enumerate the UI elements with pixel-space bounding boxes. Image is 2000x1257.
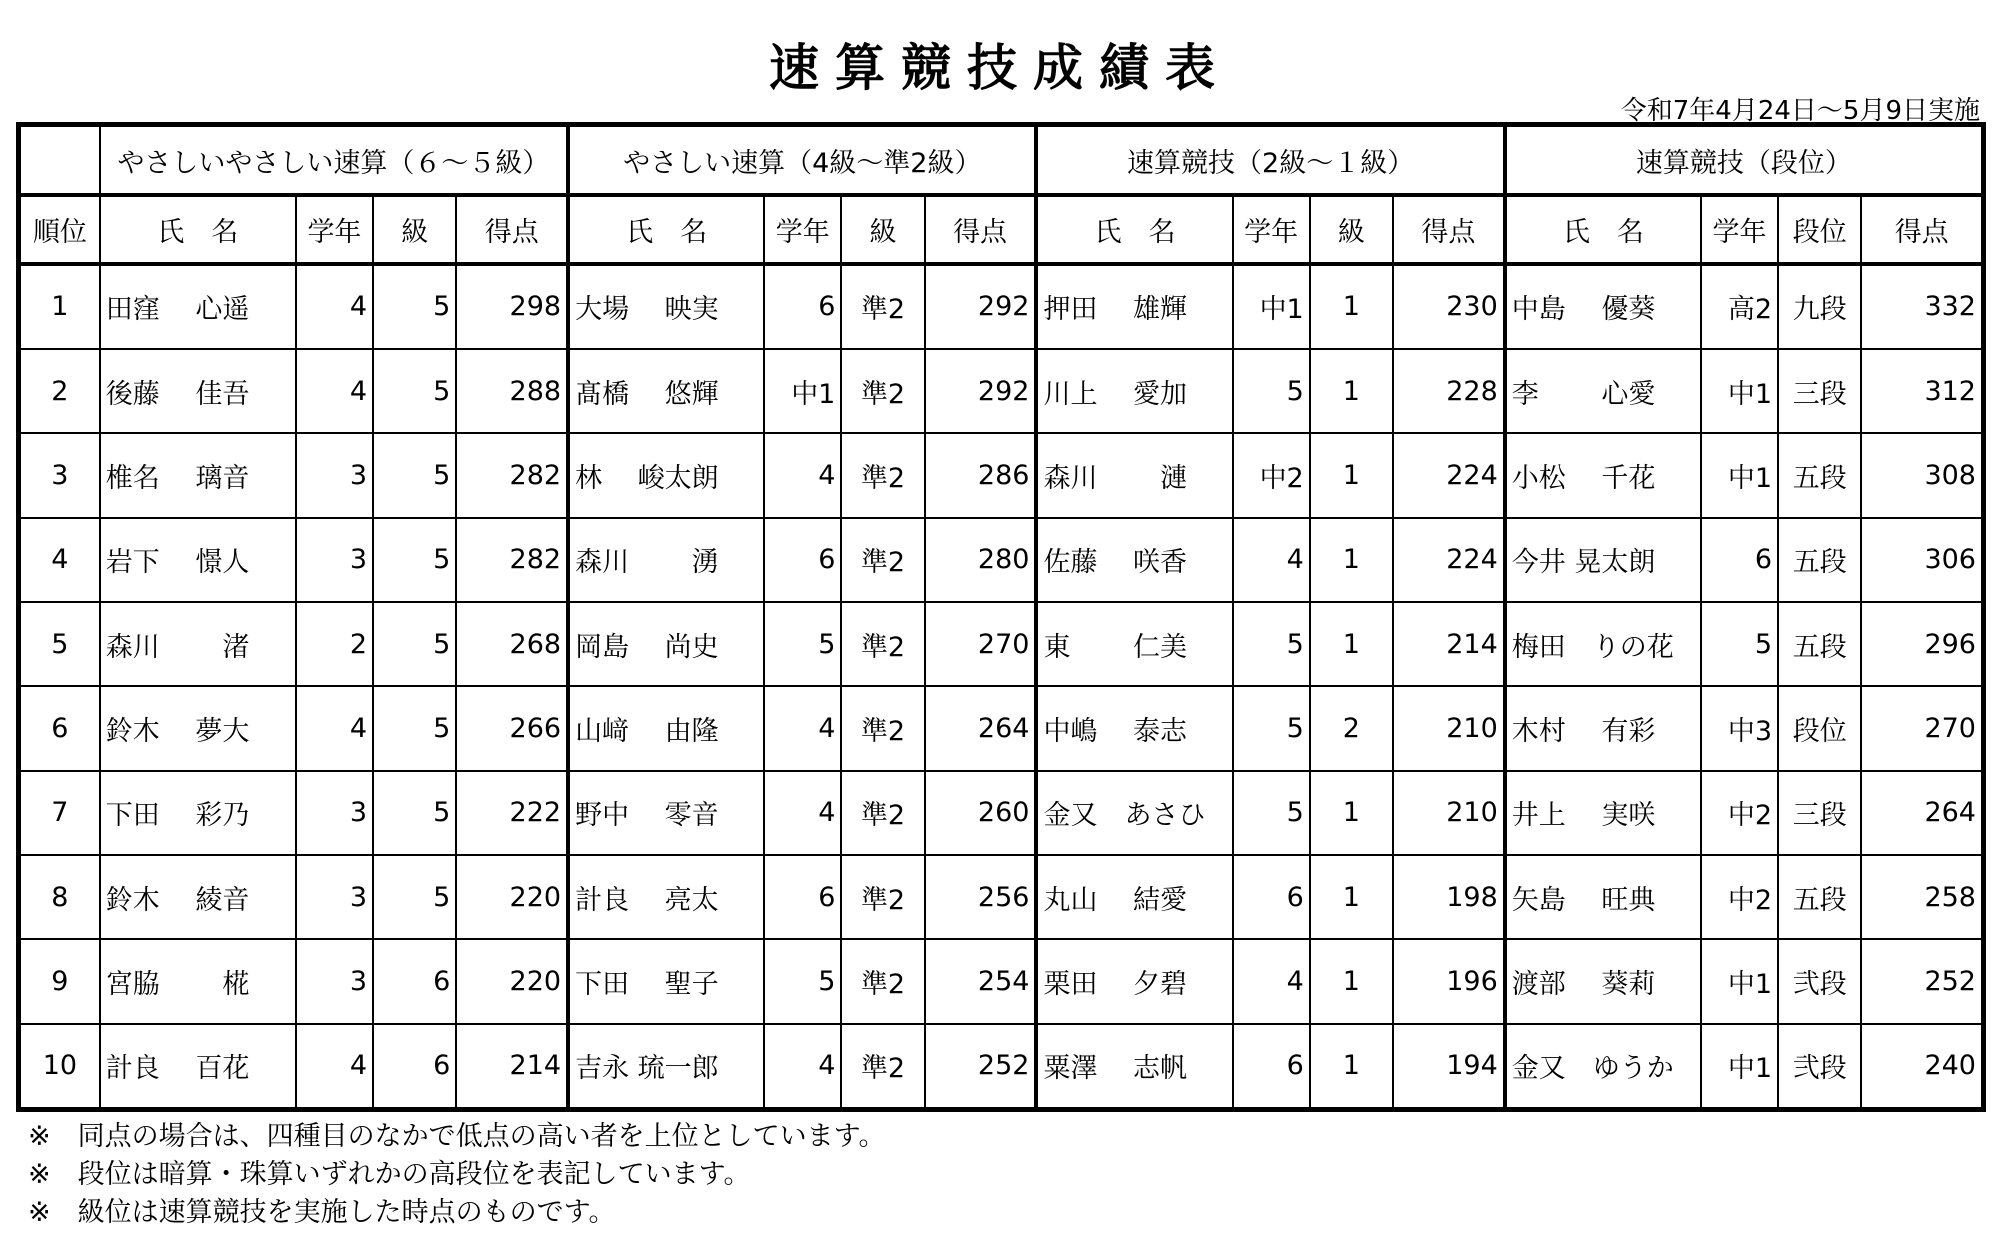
grade-cell: 5 [1233,771,1310,855]
score-cell: 306 [1861,518,1983,602]
score-cell: 264 [925,686,1037,770]
grade-cell: 高2 [1701,264,1778,349]
col-header-score: 得点 [1393,195,1505,263]
rank-cell: 1 [19,264,100,349]
grade-cell: 2 [296,602,373,686]
grade-cell: 4 [764,686,841,770]
rank-cell: 9 [19,939,100,1023]
level-cell: 準2 [841,1024,924,1110]
results-table [16,122,1986,1112]
level-cell: 準2 [841,771,924,855]
footnote: ※ 同点の場合は、四種目のなかで低点の高い者を上位としています。 [28,1121,886,1152]
grade-cell: 3 [296,771,373,855]
grade-cell: 6 [764,264,841,349]
level-cell: 1 [1310,518,1393,602]
name-cell: 田窪 心遥 [100,264,296,349]
level-cell: 準2 [841,686,924,770]
grade-cell: 中1 [1701,349,1778,433]
level-cell: 5 [373,433,456,517]
score-cell: 264 [1861,771,1983,855]
level-cell: 五段 [1778,433,1861,517]
level-cell: 1 [1310,433,1393,517]
rank-cell: 8 [19,855,100,939]
name-cell: 大場 映実 [568,264,764,349]
level-cell: 5 [373,855,456,939]
level-cell: 5 [373,349,456,433]
grade-cell: 5 [1701,602,1778,686]
col-header-grade: 学年 [764,195,841,263]
grade-cell: 中1 [764,349,841,433]
col-header-name: 氏 名 [568,195,764,263]
score-cell: 210 [1393,771,1505,855]
table-row [19,855,1984,939]
score-cell: 252 [925,1024,1037,1110]
level-cell: 1 [1310,855,1393,939]
grade-cell: 中3 [1701,686,1778,770]
col-header-dan: 段位 [1778,195,1861,263]
score-cell: 298 [456,264,568,349]
name-cell: 金又 あさひ [1036,771,1232,855]
rank-cell: 10 [19,1024,100,1110]
score-cell: 282 [456,518,568,602]
grade-cell: 6 [764,855,841,939]
grade-cell: 6 [1233,1024,1310,1110]
score-cell: 286 [925,433,1037,517]
score-cell: 230 [1393,264,1505,349]
col-header-score: 得点 [1861,195,1983,263]
level-cell: 段位 [1778,686,1861,770]
grade-cell: 4 [764,771,841,855]
table-row [19,602,1984,686]
rank-cell: 4 [19,518,100,602]
table-row [19,686,1984,770]
score-cell: 194 [1393,1024,1505,1110]
name-cell: 下田 聖子 [568,939,764,1023]
col-header-name: 氏 名 [100,195,296,263]
level-cell: 準2 [841,855,924,939]
name-cell: 計良 亮太 [568,855,764,939]
level-cell: 準2 [841,939,924,1023]
level-cell: 弐段 [1778,1024,1861,1110]
col-header-name: 氏 名 [1505,195,1701,263]
name-cell: 矢島 旺典 [1505,855,1701,939]
grade-cell: 4 [296,1024,373,1110]
rank-cell: 3 [19,433,100,517]
grade-cell: 5 [1233,602,1310,686]
grade-cell: 4 [296,264,373,349]
score-cell: 198 [1393,855,1505,939]
table-row [19,433,1984,517]
table-row [19,518,1984,602]
level-cell: 三段 [1778,349,1861,433]
grade-cell: 中1 [1701,433,1778,517]
col-header-score: 得点 [456,195,568,263]
level-cell: 1 [1310,349,1393,433]
name-cell: 椎名 璃音 [100,433,296,517]
score-cell: 312 [1861,349,1983,433]
level-cell: 準2 [841,518,924,602]
score-cell: 196 [1393,939,1505,1023]
col-header-grade: 学年 [1233,195,1310,263]
name-cell: 髙橋 悠輝 [568,349,764,433]
name-cell: 梅田 りの花 [1505,602,1701,686]
name-cell: 今井 晃太朗 [1505,518,1701,602]
name-cell: 宮脇 椛 [100,939,296,1023]
name-cell: 中嶋 泰志 [1036,686,1232,770]
group-title: 速算競技（段位） [1505,125,1984,196]
score-cell: 222 [456,771,568,855]
score-cell: 228 [1393,349,1505,433]
col-header-name: 氏 名 [1036,195,1232,263]
col-header-grade: 学年 [296,195,373,263]
grade-cell: 中1 [1701,1024,1778,1110]
level-cell: 1 [1310,602,1393,686]
group-title: やさしいやさしい速算（６～５級） [100,125,568,196]
grade-cell: 5 [764,939,841,1023]
grade-cell: 6 [764,518,841,602]
name-cell: 岡島 尚史 [568,602,764,686]
name-cell: 小松 千花 [1505,433,1701,517]
score-cell: 224 [1393,518,1505,602]
rank-cell: 7 [19,771,100,855]
name-cell: 下田 彩乃 [100,771,296,855]
level-cell: 五段 [1778,518,1861,602]
grade-cell: 4 [764,433,841,517]
grade-cell: 4 [1233,939,1310,1023]
column-header-row [19,195,1984,263]
col-header-grade: 学年 [1701,195,1778,263]
level-cell: 5 [373,518,456,602]
score-cell: 280 [925,518,1037,602]
rank-cell: 5 [19,602,100,686]
score-cell: 214 [1393,602,1505,686]
rank-cell: 2 [19,349,100,433]
name-cell: 林 峻太朗 [568,433,764,517]
level-cell: 1 [1310,939,1393,1023]
level-cell: 1 [1310,264,1393,349]
level-cell: 準2 [841,264,924,349]
name-cell: 押田 雄輝 [1036,264,1232,349]
grade-cell: 3 [296,518,373,602]
col-header-level: 級 [1310,195,1393,263]
name-cell: 金又 ゆうか [1505,1024,1701,1110]
level-cell: 1 [1310,1024,1393,1110]
score-cell: 270 [1861,686,1983,770]
grade-cell: 中2 [1701,771,1778,855]
score-cell: 252 [1861,939,1983,1023]
grade-cell: 3 [296,939,373,1023]
score-cell: 254 [925,939,1037,1023]
level-cell: 6 [373,939,456,1023]
page-title: 速算競技成績表 [769,39,1231,97]
grade-cell: 中1 [1701,939,1778,1023]
score-cell: 270 [925,602,1037,686]
score-cell: 258 [1861,855,1983,939]
grade-cell: 中2 [1701,855,1778,939]
grade-cell: 中1 [1233,264,1310,349]
name-cell: 渡部 葵莉 [1505,939,1701,1023]
score-cell: 288 [456,349,568,433]
name-cell: 後藤 佳吾 [100,349,296,433]
level-cell: 5 [373,686,456,770]
level-cell: 1 [1310,771,1393,855]
name-cell: 野中 零音 [568,771,764,855]
group-title: 速算競技（2級～１級） [1036,125,1504,196]
col-header-level: 級 [841,195,924,263]
table-row [19,264,1984,349]
grade-cell: 6 [1701,518,1778,602]
score-cell: 292 [925,349,1037,433]
name-cell: 鈴木 綾音 [100,855,296,939]
footnote: ※ 級位は速算競技を実施した時点のものです。 [28,1197,616,1228]
col-header-level: 級 [373,195,456,263]
grade-cell: 4 [296,349,373,433]
name-cell: 木村 有彩 [1505,686,1701,770]
score-cell: 220 [456,855,568,939]
grade-cell: 5 [1233,349,1310,433]
level-cell: 5 [373,264,456,349]
name-cell: 丸山 結愛 [1036,855,1232,939]
grade-cell: 4 [1233,518,1310,602]
score-cell: 296 [1861,602,1983,686]
rank-cell: 6 [19,686,100,770]
level-cell: 九段 [1778,264,1861,349]
table-row [19,939,1984,1023]
score-cell: 266 [456,686,568,770]
date-label: 令和7年4月24日～5月9日実施 [1620,96,1980,126]
level-cell: 準2 [841,602,924,686]
score-cell: 256 [925,855,1037,939]
grade-cell: 3 [296,433,373,517]
score-cell: 260 [925,771,1037,855]
level-cell: 三段 [1778,771,1861,855]
level-cell: 5 [373,602,456,686]
name-cell: 栗田 夕碧 [1036,939,1232,1023]
grade-cell: 4 [764,1024,841,1110]
name-cell: 川上 愛加 [1036,349,1232,433]
name-cell: 岩下 憬人 [100,518,296,602]
table-row [19,349,1984,433]
name-cell: 山﨑 由隆 [568,686,764,770]
name-cell: 森川 湧 [568,518,764,602]
level-cell: 五段 [1778,855,1861,939]
table-row [19,771,1984,855]
grade-cell: 4 [296,686,373,770]
rank-header: 順位 [19,195,100,263]
score-cell: 332 [1861,264,1983,349]
group-title: やさしい速算（4級～準2級） [568,125,1036,196]
name-cell: 井上 実咲 [1505,771,1701,855]
score-cell: 220 [456,939,568,1023]
level-cell: 五段 [1778,602,1861,686]
name-cell: 李 心愛 [1505,349,1701,433]
grade-cell: 5 [764,602,841,686]
level-cell: 6 [373,1024,456,1110]
footnote: ※ 段位は暗算・珠算いずれかの高段位を表記しています。 [28,1159,751,1190]
score-cell: 240 [1861,1024,1983,1110]
name-cell: 吉永 琉一郎 [568,1024,764,1110]
score-cell: 282 [456,433,568,517]
level-cell: 準2 [841,433,924,517]
table-row [19,1024,1984,1110]
level-cell: 2 [1310,686,1393,770]
name-cell: 鈴木 夢大 [100,686,296,770]
name-cell: 佐藤 咲香 [1036,518,1232,602]
level-cell: 準2 [841,349,924,433]
score-cell: 210 [1393,686,1505,770]
name-cell: 計良 百花 [100,1024,296,1110]
grade-cell: 6 [1233,855,1310,939]
col-header-score: 得点 [925,195,1037,263]
name-cell: 森川 渚 [100,602,296,686]
grade-cell: 3 [296,855,373,939]
name-cell: 森川 漣 [1036,433,1232,517]
name-cell: 中島 優葵 [1505,264,1701,349]
grade-cell: 中2 [1233,433,1310,517]
name-cell: 粟澤 志帆 [1036,1024,1232,1110]
score-cell: 214 [456,1024,568,1110]
level-cell: 5 [373,771,456,855]
footnotes [28,1118,885,1232]
group-header-row [19,125,1984,196]
score-cell: 268 [456,602,568,686]
score-cell: 292 [925,264,1037,349]
corner-cell [19,125,100,196]
level-cell: 弐段 [1778,939,1861,1023]
score-cell: 308 [1861,433,1983,517]
name-cell: 東 仁美 [1036,602,1232,686]
grade-cell: 5 [1233,686,1310,770]
score-cell: 224 [1393,433,1505,517]
